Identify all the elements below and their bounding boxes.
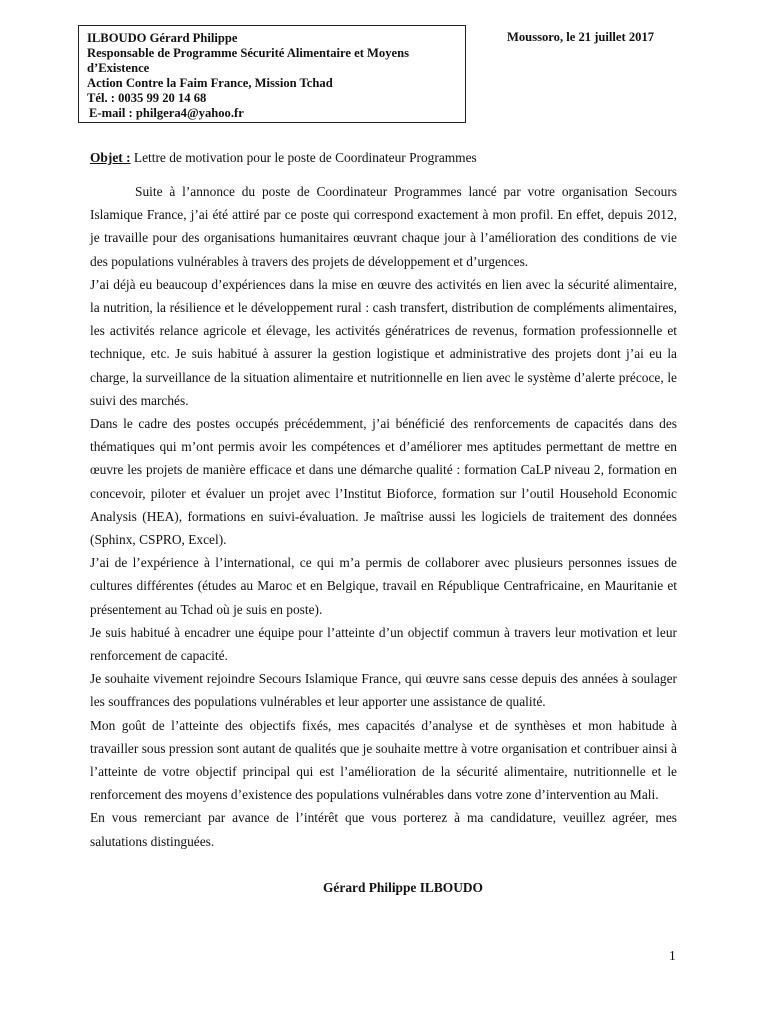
sender-phone: Tél. : 0035 99 20 14 68 [87, 91, 207, 105]
subject-label: Objet : [90, 150, 131, 165]
sender-title-line-1: Responsable de Programme Sécurité Alimentaire et Moyens [87, 46, 410, 60]
subject-line [90, 150, 477, 166]
paragraph-7: Mon goût de l’atteinte des objectifs fixés, mes capacités d’analyse et de synthèses et mon habitude à travailler sous pression sont autant de qualités que je souhaite mettre à votre organisation et contribuer ainsi à l’atteinte de votre objectif principal qui est l’amélioration de la sécurité alimentaire, nutritionnelle et le renforcement des moyens d’existence des populations vulnérables dans votre zone d’intervention au Mali. [90, 717, 677, 803]
letter-body [90, 180, 677, 853]
subject-text: Lettre de motivation pour le poste de Coordinateur Programmes [130, 150, 477, 165]
place-and-date: Moussoro, le 21 juillet 2017 [507, 30, 655, 44]
sender-email: E-mail : philgera4@yahoo.fr [89, 106, 244, 120]
sender-name: ILBOUDO Gérard Philippe [87, 31, 238, 45]
paragraph-5: Je suis habitué à encadrer une équipe pour l’atteinte d’un objectif commun à travers leur motivation et leur renforcement de capacité. [90, 624, 677, 664]
paragraph-8: En vous remerciant par avance de l’intérêt que vous porterez à ma candidature, veuillez agréer, mes salutations distinguées. [90, 810, 677, 849]
signature: Gérard Philippe ILBOUDO [323, 880, 483, 895]
paragraph-2: J’ai déjà eu beaucoup d’expériences dans la mise en œuvre des activités en lien avec la sécurité alimentaire, la nutrition, la résilience et le développement rural : cash transfert, distribution de compléments alimentaires, les activités relance agricole et élevage, les activités génératrices de revenus, formation professionnelle et technique, etc. Je suis habitué à assurer la gestion logistique et administrative des projets dont j’ai eu la charge, la surveillance de la situation alimentaire et nutritionnelle en lien avec le système d’alerte précoce, le suivi des marchés. [90, 276, 677, 408]
paragraph-6: Je souhaite vivement rejoindre Secours Islamique France, qui œuvre sans cesse depuis des années à soulager les souffrances des populations vulnérables et leur apporter une assistance de qualité. [90, 671, 677, 710]
paragraph-1: Suite à l’annonce du poste de Coordinateur Programmes lancé par votre organisation Secours Islamique France, j’ai été attiré par ce poste qui correspond exactement à mon profil. En effet, depuis 2012, je travaille pour des organisations humanitaires œuvrant chaque jour à l’amélioration des conditions de vie des populations vulnérables à travers des projets de développement et d’urgences. [90, 184, 677, 269]
paragraph-3: Dans le cadre des postes occupés précédemment, j’ai bénéficié des renforcements de capacités dans des thématiques qui m’ont permis avoir les compétences et d’améliorer mes aptitudes permettant de mettre en œuvre les projets de manière efficace et dans une démarche qualité : formation CaLP niveau 2, formation en concevoir, piloter et évaluer un projet avec l’Institut Bioforce, formation sur l’outil Household Economic Analysis (HEA), formations en suivi-évaluation. Je maîtrise aussi les logiciels de traitement des données (Sphinx, CSPRO, Excel). [90, 416, 677, 548]
sender-address-box [78, 25, 466, 123]
sender-title-line-2: d’Existence [87, 61, 150, 75]
sender-organization: Action Contre la Faim France, Mission Tchad [87, 76, 333, 90]
paragraph-4: J’ai de l’expérience à l’international, ce qui m’a permis de collaborer avec plusieurs personnes issues de cultures différentes (études au Maroc et en Belgique, travail en République Centrafricaine, en Mauritanie et présentement au Tchad où je suis en poste). [90, 555, 677, 617]
page-number: 1 [669, 948, 676, 963]
